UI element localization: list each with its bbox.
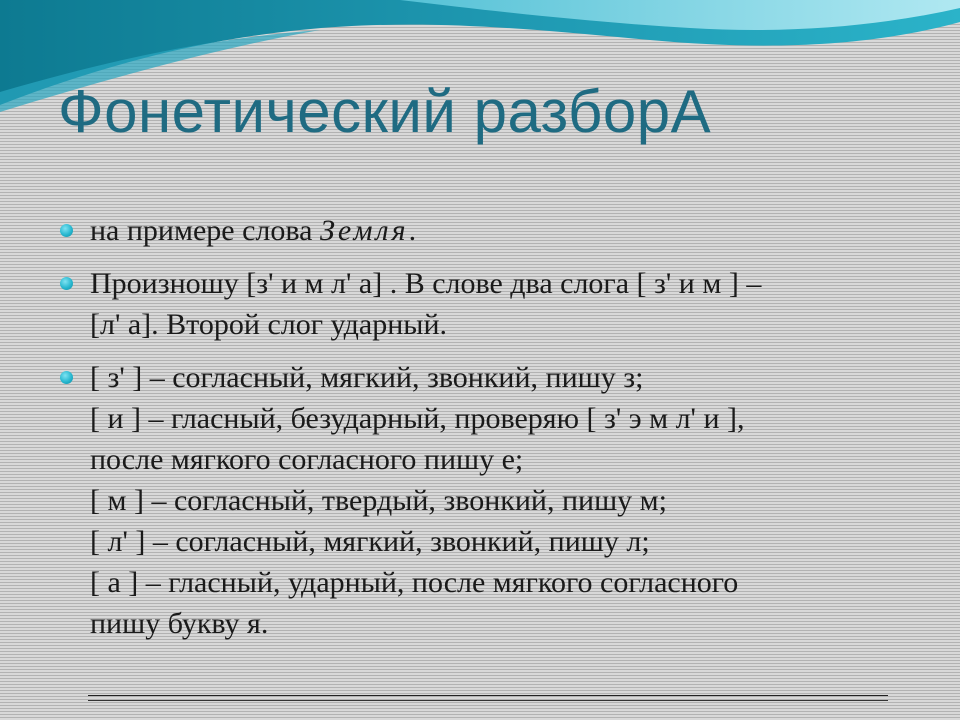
- text-line: [ а ] – гласный, ударный, после мягкого согласного: [90, 566, 739, 599]
- text-line: пишу букву я.: [90, 607, 269, 640]
- text-line: [ м ] – согласный, твердый, звонкий, пишу м;: [90, 484, 668, 517]
- text-line: Произношу [з' и м л' а] . В слове два слога [ з' и м ] –: [90, 267, 762, 300]
- bullet-item-example: [60, 210, 900, 251]
- text-line: [ и ] – гласный, безударный, проверяю [ з' э м л' и ],: [90, 402, 745, 435]
- text-line: [л' а]. Второй слог ударный.: [90, 308, 447, 341]
- bullet-item-analysis: [60, 357, 900, 644]
- bottom-rule: [88, 695, 888, 696]
- text-line: [ з' ] – согласный, мягкий, звонкий, пишу з;: [90, 361, 644, 394]
- bullet-item-pronunciation: [60, 263, 900, 345]
- slide-title: Фонетический разборА: [58, 78, 712, 145]
- bullet-suffix: .: [408, 214, 417, 247]
- bullet-icon: [60, 371, 73, 384]
- bullet-list: [60, 210, 900, 656]
- text-line: [ л' ] – согласный, мягкий, звонкий, пишу л;: [90, 525, 650, 558]
- text-line: после мягкого согласного пишу е;: [90, 443, 524, 476]
- example-word: Земля: [319, 214, 409, 247]
- bullet-prefix: на примере слова: [90, 214, 320, 247]
- bullet-icon: [60, 224, 73, 237]
- bullet-icon: [60, 277, 73, 290]
- bottom-rule-secondary: [88, 700, 888, 701]
